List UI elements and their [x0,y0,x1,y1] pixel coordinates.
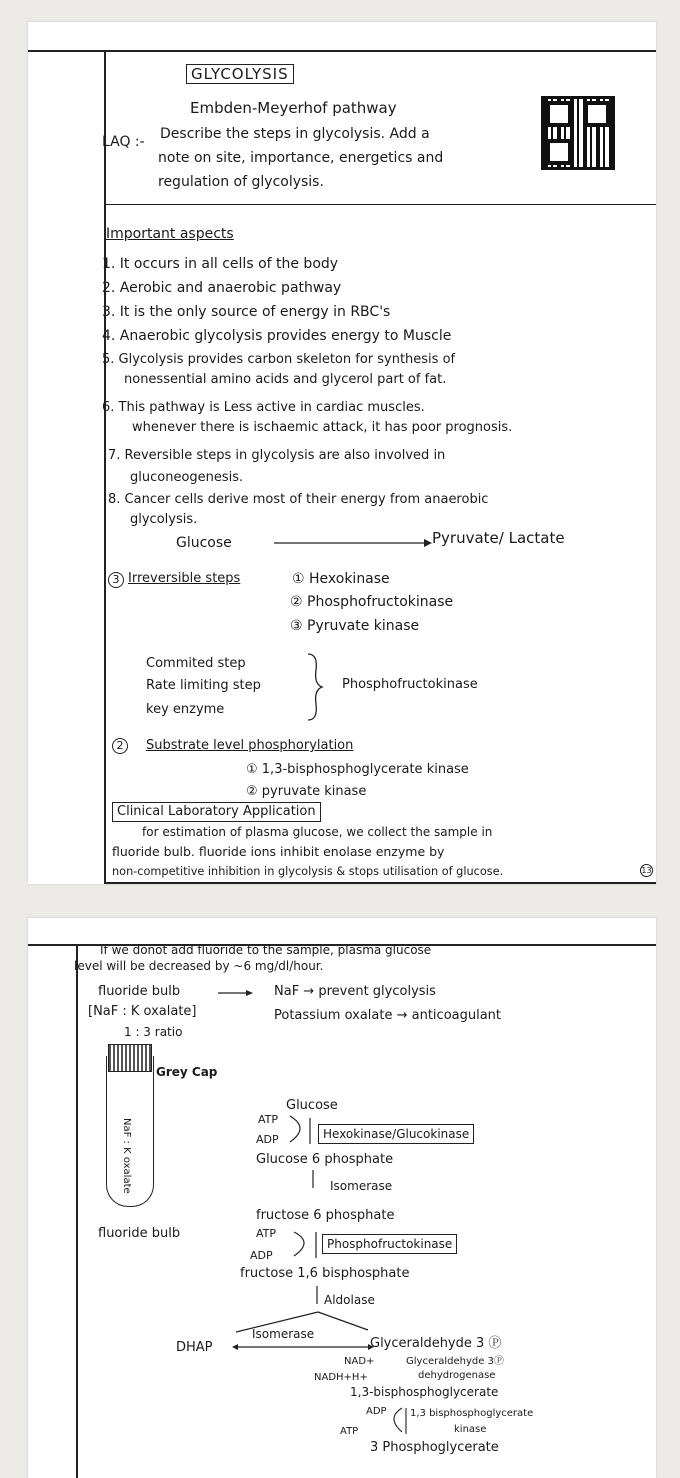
isomerase-1: Isomerase [330,1179,393,1193]
atp-2: ATP [256,1227,277,1240]
bpg-13: 1,3-bisphosphoglycerate [350,1385,499,1399]
g3p-dehydrogenase-1: Glyceraldehyde 3Ⓟ [406,1356,504,1367]
laq-line-3: regulation of glycolysis. [158,174,324,190]
dhap: DHAP [176,1340,213,1355]
atp-1: ATP [258,1113,279,1126]
clinical-heading: Clinical Laboratory Application [112,802,321,822]
fluoride-bulb-text: fluoride bulb [98,984,181,999]
pyruvate-label: Pyruvate/ Lactate [432,529,565,547]
pfk-prop-1: Commited step [146,656,246,671]
aspect-4: 4. Anaerobic glycolysis provides energy to Muscle [102,328,452,344]
pfk-box: Phosphofructokinase [322,1234,457,1254]
curly-brace [306,652,326,722]
nadh: NADH+H+ [314,1372,368,1383]
dhap-g3p-arrow [234,1342,374,1352]
notes-page-2 [28,918,656,1478]
aspect-8: 8. Cancer cells derive most of their energy from anaerobic [108,492,489,507]
glucose: Glucose [286,1098,338,1113]
glyceraldehyde-3p: Glyceraldehyde 3 Ⓟ [370,1336,502,1351]
potassium-oxalate: Potassium oxalate → anticoagulant [274,1008,502,1023]
aspect-2: 2. Aerobic and anaerobic pathway [102,280,342,296]
qr-code-icon[interactable] [541,96,615,170]
irreversible-step-2: ② Phosphofructokinase [290,594,454,610]
isomerase-2: Isomerase [252,1327,315,1341]
irreversible-step-1: ① Hexokinase [292,571,390,587]
clinical-line-2: fluoride bulb. fluoride ions inhibit enolase enzyme by [112,844,445,859]
aspect-7: 7. Reversible steps in glycolysis are also involved in [108,448,446,463]
pfk-prop-2: Rate limiting step [146,678,261,693]
notes-page-1 [28,22,656,884]
bpg-kinase-2: kinase [454,1424,487,1435]
irreversible-number: 3 [108,572,124,588]
arrow-right [218,988,258,998]
reversible-arrow-1 [308,1168,318,1190]
g3p-dehydrogenase-2: dehydrogenase [418,1370,496,1381]
naf-prevent: NaF → prevent glycolysis [274,984,436,999]
adp-atp-curve-3 [388,1406,410,1436]
page-number: 13 [641,866,652,875]
pfk-name: Phosphofructokinase [342,677,478,692]
irreversible-step-3: ③ Pyruvate kinase [290,618,420,634]
glucose-to-pyruvate-arrow [274,536,434,550]
aspect-7-cont: gluconeogenesis. [130,470,244,485]
irreversible-heading: Irreversible steps [128,571,241,586]
hexokinase-box: Hexokinase/Glucokinase [318,1124,474,1144]
top-rule [28,50,656,52]
aspect-6: 6. This pathway is Less active in cardiac muscles. [102,400,425,415]
aspect-8-cont: glycolysis. [130,512,198,527]
laq-line-2: note on site, importance, energetics and [158,150,444,166]
bpg-kinase-1: 1,3 bisphosphoglycerate [410,1408,534,1419]
margin-rule [104,52,106,882]
bottom-rule [104,882,656,884]
naf-koxalate: [NaF : K oxalate] [88,1004,197,1019]
intro-line-1: If we donot add fluoride to the sample, plasma glucose [100,943,432,957]
fructose-6-phosphate: fructose 6 phosphate [256,1208,395,1223]
aspects-heading: Important aspects [106,226,234,242]
substrate-number: 2 [112,738,128,754]
aspect-6-cont: whenever there is ischaemic attack, it has poor prognosis. [132,420,513,435]
glucose-6-phosphate: Glucose 6 phosphate [256,1152,394,1167]
laq-line-1: Describe the steps in glycolysis. Add a [160,126,430,142]
intro-line-2: level will be decreased by ~6 mg/dl/hour. [74,959,324,973]
reversible-arrow-2 [312,1284,322,1306]
divider [104,204,656,205]
substrate-step-1: ① 1,3-bisphosphoglycerate kinase [246,762,469,777]
aspect-5-cont: nonessential amino acids and glycerol part of fat. [124,372,447,387]
aspect-3: 3. It is the only source of energy in RBC's [102,304,391,320]
aspect-1: 1. It occurs in all cells of the body [102,256,339,272]
fluoride-bulb-caption: fluoride bulb [98,1226,181,1241]
clinical-line-3: non-competitive inhibition in glycolysis & stops utilisation of glucose. [112,865,504,878]
adp-1: ADP [256,1133,279,1146]
substrate-step-2: ② pyruvate kinase [246,784,367,799]
glucose-label: Glucose [176,535,232,551]
pfk-prop-3: key enzyme [146,702,225,717]
atp-3: ATP [340,1426,359,1437]
adp-3: ADP [366,1406,387,1417]
grey-cap-label: Grey Cap [156,1065,218,1079]
clinical-line-1: for estimation of plasma glucose, we collect the sample in [142,825,493,839]
tube-label: NaF : K oxalate [121,1118,132,1194]
adp-2: ADP [250,1249,273,1262]
fructose-16-bisphosphate: fructose 1,6 bisphosphate [240,1266,410,1281]
nad: NAD+ [344,1356,375,1367]
aldolase: Aldolase [324,1293,375,1307]
page-subtitle: Embden-Meyerhof pathway [190,99,397,117]
laq-label: LAQ :- [102,134,145,150]
aspect-5: 5. Glycolysis provides carbon skeleton for synthesis of [102,352,456,367]
substrate-heading: Substrate level phosphorylation [146,738,354,753]
margin-rule [76,946,78,1478]
ratio: 1 : 3 ratio [124,1025,183,1039]
page-title: GLYCOLYSIS [186,64,294,84]
3-phosphoglycerate: 3 Phosphoglycerate [370,1440,499,1455]
